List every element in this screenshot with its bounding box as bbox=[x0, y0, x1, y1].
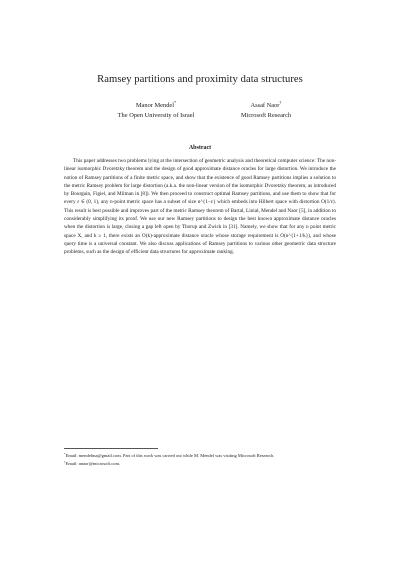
footnote-2 bbox=[64, 459, 354, 467]
footnote-marker: † bbox=[64, 460, 66, 465]
footnotes bbox=[64, 451, 354, 468]
abstract-body: This paper addresses two problems lying at the intersection of geometric analysis and theoretical computer science: The non-linear isomorphic Dvoretzky theorem and the design of good approximate distance oracles for large distortion. We introduce the notion of Ramsey partitions of a finite metric space, and show that the existence of good Ramsey partitions implies a solution to the metric Ramsey problem for large distortion (a.k.a. the non-linear version of the isomorphic Dvoretzky theorem, as introduced by Bourgain, Figiel, and Milman in [8]). We then proceed to construct optimal Ramsey partitions, and use them to show that for every ε ∈ (0, 1), any n-point metric space has a subset of size n^{1−ε} which embeds into Hilbert space with distortion O(1/ε). This result is best possible and improves part of the metric Ramsey theorem of Bartal, Linial, Mendel and Naor [5], in addition to considerably simplifying its proof. We use our new Ramsey partitions to design the best known approximate distance oracles when the distortion is large, closing a gap left open by Thorup and Zwick in [31]. Namely, we show that for any n point metric space X, and k ≥ 1, there exists an O(k)-approximate distance oracle whose storage requirement is O(n^{1+1/k}), and whose query time is a universal constant. We also discuss applications of Ramsey partitions to various other geometric data structure problems, such as the design of efficient data structures for approximate ranking. bbox=[64, 158, 336, 256]
footnote-text: Email: mendelma@gmail.com. Part of this work was carried out while M. Mendel was visiting Microsoft Research. bbox=[65, 453, 275, 458]
footnote-text: Email: anaor@microsoft.com. bbox=[65, 461, 121, 467]
paper-title: Ramsey partitions and proximity data structures bbox=[97, 74, 303, 85]
footnote-1 bbox=[64, 451, 354, 459]
author-affiliation: Microsoft Research bbox=[240, 112, 292, 119]
author-name: Assaf Naor bbox=[250, 102, 280, 109]
author-block-2 bbox=[206, 98, 326, 121]
author-name: Manor Mendel bbox=[135, 102, 175, 109]
author-footnote-marker: * bbox=[174, 100, 177, 105]
author-block-1 bbox=[96, 98, 216, 121]
footnote-rule bbox=[64, 448, 158, 449]
footnote-marker: * bbox=[64, 452, 66, 456]
author-footnote-marker: † bbox=[279, 100, 282, 105]
author-affiliation: The Open University of Israel bbox=[117, 112, 195, 119]
abstract-heading: Abstract bbox=[188, 145, 212, 151]
